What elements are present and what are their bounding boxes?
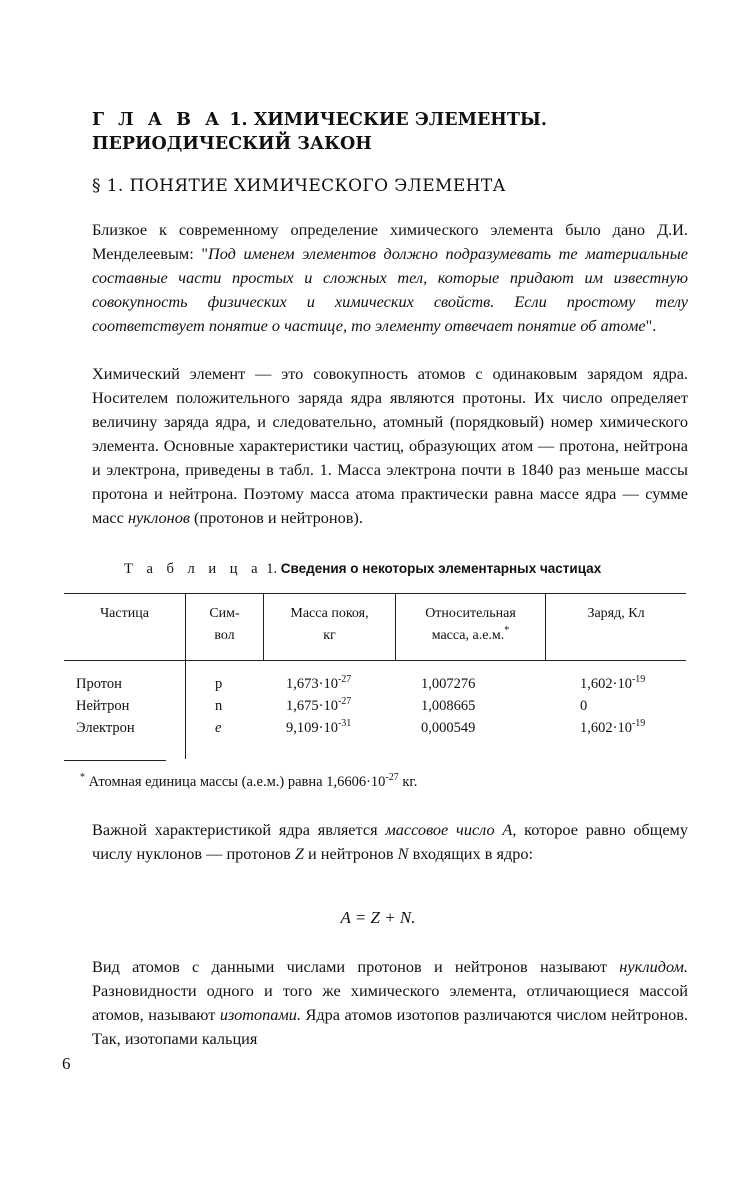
chapter-title-line1: 1. ХИМИЧЕСКИЕ ЭЛЕМЕНТЫ.	[229, 110, 547, 130]
chapter-title-line2: ПЕРИОДИЧЕСКИЙ ЗАКОН	[92, 134, 372, 154]
table-caption-title: Сведения о некоторых элементарных частицах	[280, 561, 602, 576]
header-rest-mass: Масса покоя, кг	[290, 606, 369, 643]
header-relative-mass: Относительная масса, а.е.м.*	[425, 606, 516, 643]
table-caption-label: Т а б л и ц а	[124, 561, 263, 577]
paragraph-nuclides: Вид атомов с данными числами протонов и нейтронов называют нуклидом. Разновидности одного и того же химического элемента, отличающиеся массой атомов, называют изотопами. Ядра атомов изотопов различаются числом нейтронов. Так, изотопами кальция	[92, 957, 688, 1048]
paragraph-element: Химический элемент — это совокупность атомов с одинаковым зарядом ядра. Носителем положительного заряда ядра являются протоны. Их число определяет величину заряда ядра, и следовательно, атомный (порядковый) номер химического элемента. Основные характеристики частиц, образующих атом — протона, нейтрона и электрона, приведены в табл. 1. Масса электрона почти в 1840 раз меньше массы протона и нейтрона. Поэтому масса атома практически равна массе ядра — сумме масс нуклонов (протонов и нейтронов).	[92, 364, 688, 527]
term-nucleons: нуклонов	[127, 508, 190, 527]
table-caption	[124, 561, 601, 578]
footnote-rule	[64, 760, 166, 761]
table-header-rule	[64, 660, 686, 661]
term-nuclide: нуклидом.	[619, 957, 688, 976]
paragraph-definition: Близкое к современному определение химического элемента было дано Д.И. Менделеевым: "Под именем элементов должно подразумевать те материальные составные части простых и сложных тел, которые придают им известную совокупность физических и химических свойств. Если простому телу соответствует понятие о частице, то элементу отвечает понятие об атоме".	[92, 220, 688, 335]
term-isotopes: изотопами.	[219, 1005, 302, 1024]
chapter-label: Г Л А В А	[92, 110, 224, 130]
header-symbol: Сим- вол	[209, 606, 240, 643]
table-caption-number: 1.	[266, 561, 278, 577]
header-charge: Заряд, Кл	[587, 606, 645, 621]
section-heading: § 1. ПОНЯТИЕ ХИМИЧЕСКОГО ЭЛЕМЕНТА	[92, 176, 506, 196]
table-top-rule	[64, 593, 686, 594]
table-footnote: * Атомная единица массы (а.е.м.) равна $1,6606\cdot 10^{-27}$ кг.	[80, 772, 418, 790]
header-particle: Частица	[100, 606, 149, 621]
chapter-heading	[92, 108, 692, 156]
paragraph-mass-number: Важной характеристикой ядра является массовое число A, которое равно общему числу нуклонов — протонов Z и нейтронов N входящих в ядро:	[92, 820, 689, 863]
page-number: 6	[62, 1054, 71, 1073]
mendeleev-quote: Под именем элементов должно подразумевать те материальные составные части простых и сложных тел, которые придают им известную совокупность физических и химических свойств. Если простому телу соответствует понятие о частице, то элементу отвечает понятие об атоме	[92, 244, 688, 335]
term-mass-number: массовое число A	[385, 820, 513, 839]
mass-number-formula: A = Z + N.	[340, 908, 416, 927]
book-page: Г Л А В А 1. ХИМИЧЕСКИЕ ЭЛЕМЕНТЫ. ПЕРИОДИЧЕСКИЙ ЗАКОН § 1. ПОНЯТИЕ ХИМИЧЕСКОГО ЭЛЕМЕНТА Близкое к современному определение химического элемента было дано Д.И. Менделеевым: "Под именем элементов должно подразумевать те материальные составные части простых и сложных тел, которые придают им известную совокупность физических и химических свойств. Если простому телу соответствует понятие о частице, то элементу отвечает понятие об атоме". Химический элемент — это совокупность атомов с одинаковым зарядом ядра. Носителем положительного заряда ядра являются протоны. Их число определяет величину заряда ядра, и следовательно, атомный (порядковый) номер химического элемента. Основные характеристики частиц, образующих атом — протона, нейтрона и электрона, приведены в табл. 1. Масса электрона почти в 1840 раз меньше массы протона и нейтрона. Поэтому масса атома практически равна массе ядра — сумме масс нуклонов (протонов и нейтронов). Т а б л и ц а 1. Сведения о некоторых элементарных частицах Частица Сим- вол Масса покоя, кг Относительная масса, а.е.м.* Заряд, Кл Протон p $1,673\cdot 10^{-27}$ 1,007276 $1,602\cdot 10^{-19}$ Нейтрон n $1,675\cdot 10^{-27}$ 1,008665 0 Электрон e $9,109\cdot 10^{-31}$ 0,000549 $1,602\cdot 10^{-19}$ * Атомная единица массы (а.е.м.) равна $1,6606\cdot 10^{-27}$ кг. Важной характеристикой ядра является массовое число A, которое равно общему числу нуклонов — протонов Z и нейтронов N входящих в ядро: A = Z + N. Вид атомов с данными числами протонов и нейтронов называют нуклидом. Разновидности одного и того же химического элемента, отличающиеся массой атомов, называют изотопами. Ядра атомов изотопов различаются числом нейтронов. Так, изотопами кальция 6	[0, 0, 756, 1182]
